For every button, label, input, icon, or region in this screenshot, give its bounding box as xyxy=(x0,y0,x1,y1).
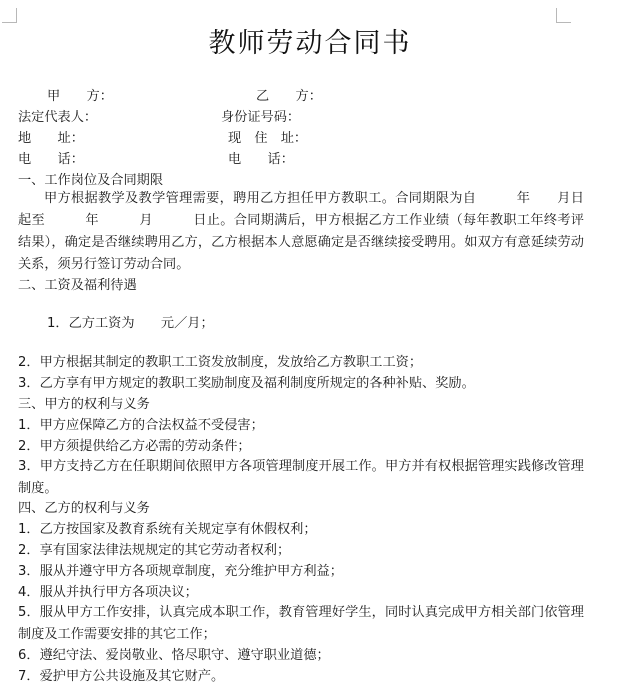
section-4-item-3: 3．服从并遵守甲方各项规章制度，充分维护甲方利益； xyxy=(18,564,343,579)
section-2-heading: 二、工资及福利待遇 xyxy=(18,278,137,293)
current-address-label: 现 住 址： xyxy=(228,131,308,146)
phone-a-label: 电 话： xyxy=(18,152,84,167)
section-1-heading: 一、工作岗位及合同期限 xyxy=(18,173,164,188)
id-number-label: 身份证号码： xyxy=(221,110,301,125)
section-3-heading: 三、甲方的权利与义务 xyxy=(18,397,150,412)
document-title: 教师劳动合同书 xyxy=(208,28,412,59)
section-3-item-2: 2．甲方须提供给乙方必需的劳动条件； xyxy=(18,439,251,454)
section-3-item-3: 3．甲方支持乙方在任职期间依照甲方各项管理制度开展工作。甲方并有权根据管理实践修改管理制度。 xyxy=(18,459,584,496)
address-label: 地 址： xyxy=(18,131,84,146)
page-corner-mark-left xyxy=(2,8,17,23)
party-b-label: 乙 方： xyxy=(256,89,322,104)
section-4-item-5: 5．服从甲方工作安排，认真完成本职工作，教育管理好学生，同时认真完成甲方相关部门依管理制度及工作需要安排的其它工作； xyxy=(18,605,584,642)
section-4-heading: 四、乙方的权利与义务 xyxy=(18,501,150,516)
phone-b-label: 电 话： xyxy=(228,152,294,167)
legal-representative-label: 法定代表人： xyxy=(18,110,98,125)
section-4-item-4: 4．服从并执行甲方各项决议； xyxy=(18,585,198,600)
section-1-body: 甲方根据教学及教学管理需要，聘用乙方担任甲方教职工。合同期限为自 年 月日起至 年 月 日止。合同期满后，甲方根据乙方工作业绩（每年教职工年终考评结果），确定是否继续聘用乙方，乙方根据本人意愿确定是否继续接受聘用。如双方有意延续劳动关系，须另行签订劳动合同。 xyxy=(18,191,584,272)
section-2-item-2: 2．甲方根据其制定的教职工工资发放制度，发放给乙方教职工工资； xyxy=(18,355,423,370)
section-2-salary-line: 1．乙方工资为 元／月； xyxy=(47,316,214,331)
section-4-item-2: 2．享有国家法律法规规定的其它劳动者权利； xyxy=(18,543,291,558)
party-a-label: 甲 方： xyxy=(47,89,113,104)
section-2-item-3: 3．乙方享有甲方规定的教职工奖励制度及福利制度所规定的各种补贴、奖励。 xyxy=(18,376,475,391)
page-corner-mark-right xyxy=(556,8,571,23)
section-3-item-1: 1．甲方应保障乙方的合法权益不受侵害； xyxy=(18,418,264,433)
section-4-item-7: 7．爱护甲方公共设施及其它财产。 xyxy=(18,669,225,684)
section-4-item-6: 6．遵纪守法、爱岗敬业、恪尽职守、遵守职业道德； xyxy=(18,648,330,663)
section-4-item-1: 1．乙方按国家及教育系统有关规定享有休假权利； xyxy=(18,522,317,537)
